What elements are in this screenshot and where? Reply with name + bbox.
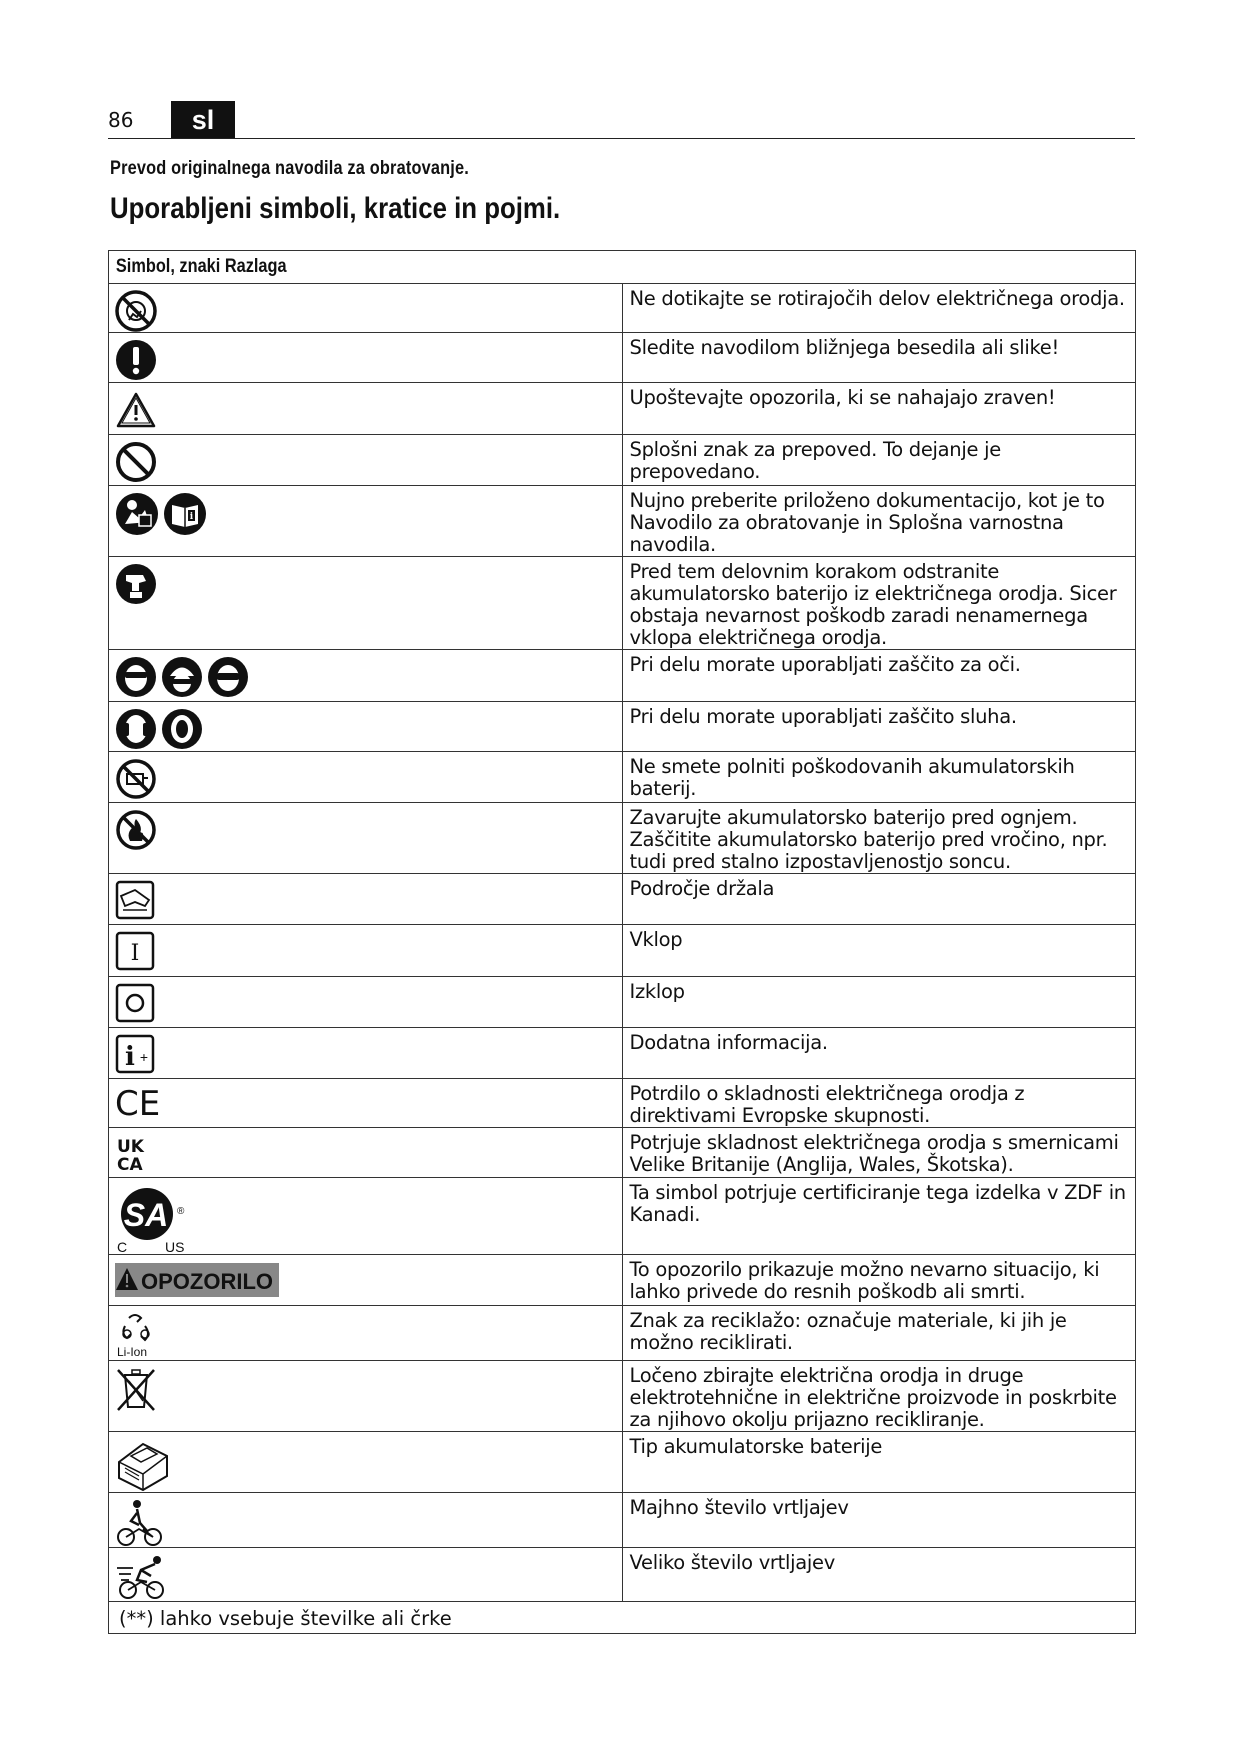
ce-glyph: CE — [115, 1085, 161, 1119]
table-header: Simbol, znaki Razlaga — [115, 256, 287, 277]
row-description: Zavarujte akumulatorsko baterijo pred ognjem. Zaščitite akumulatorsko baterijo pred vročino, npr. tudi pred stalno izpostavljenostjo soncu. — [622, 803, 1136, 874]
safety-helmet-icon — [161, 656, 203, 698]
on-glyph: I — [130, 941, 140, 966]
warning-label-icon — [115, 1263, 279, 1297]
prohibition-icon — [115, 441, 157, 483]
table-header-row — [109, 251, 1136, 284]
csa-c-label: C — [117, 1239, 128, 1254]
row-description: Ne smete polniti poškodovanih akumulatorskih baterij. — [622, 752, 1136, 803]
warning-triangle-icon — [115, 389, 157, 431]
read-manual-icon — [115, 492, 159, 536]
svg-text:®: ® — [177, 1206, 185, 1217]
row-description: Dodatna informacija. — [622, 1028, 1136, 1079]
ear-protection-icon — [115, 708, 157, 750]
row-description: Izklop — [622, 977, 1136, 1028]
row-description: Tip akumulatorske baterije — [622, 1432, 1136, 1493]
row-description: Pred tem delovnim korakom odstranite akumulatorsko baterijo iz električnega orodja. Sicer obstaja nevarnost poškodb zaradi nenamernega vklopa električnega orodja. — [622, 557, 1136, 650]
table-row — [109, 333, 1136, 383]
face-shield-icon — [115, 656, 157, 698]
additional-info-icon — [115, 1034, 155, 1074]
remove-battery-icon — [115, 563, 157, 605]
table-row — [109, 650, 1136, 702]
page-number: 86 — [108, 108, 134, 132]
weee-bin-icon — [115, 1367, 157, 1413]
table-row — [109, 486, 1136, 557]
high-speed-icon — [115, 1554, 171, 1600]
low-speed-icon — [115, 1499, 165, 1547]
table-row — [109, 925, 1136, 977]
row-description: Vklop — [622, 925, 1136, 977]
table-row — [109, 1255, 1136, 1306]
row-description: Ta simbol potrjuje certificiranje tega izdelka v ZDF in Kanadi. — [622, 1178, 1136, 1255]
grip-area-icon — [115, 880, 155, 920]
mandatory-exclamation-icon — [115, 339, 157, 381]
table-row — [109, 435, 1136, 486]
no-fire-battery-icon — [115, 809, 157, 851]
row-description: Nujno preberite priloženo dokumentacijo, kot je to Navodilo za obratovanje in Splošna varnostna navodila. — [622, 486, 1136, 557]
table-row — [109, 1079, 1136, 1128]
table-row — [109, 284, 1136, 333]
info-glyph: i — [125, 1042, 135, 1072]
table-row — [109, 1493, 1136, 1548]
table-row — [109, 752, 1136, 803]
power-on-icon — [115, 931, 155, 971]
svg-text:SA: SA — [123, 1197, 169, 1233]
table-footnote: (**) lahko vsebuje številke ali črke — [109, 1602, 1136, 1634]
table-row — [109, 1306, 1136, 1361]
row-description: To opozorilo prikazuje možno nevarno situacijo, ki lahko privede do resnih poškodb ali smrti. — [622, 1255, 1136, 1306]
page-header — [108, 98, 1135, 139]
table-row — [109, 874, 1136, 925]
row-description: Upoštevajte opozorila, ki se nahajajo zraven! — [622, 383, 1136, 435]
row-description: Splošni znak za prepoved. To dejanje je prepovedano. — [622, 435, 1136, 486]
recycling-li-ion-icon — [115, 1312, 159, 1360]
table-footer-row — [109, 1602, 1136, 1634]
info-glyph: i — [189, 512, 194, 522]
ukca-mark-icon — [115, 1134, 155, 1174]
table-row — [109, 1178, 1136, 1255]
battery-pack-icon — [115, 1438, 171, 1492]
ce-mark-icon — [115, 1085, 163, 1119]
no-charging-damaged-battery-icon — [115, 758, 157, 800]
svg-text:+: + — [139, 1049, 149, 1065]
table-row — [109, 977, 1136, 1028]
ca-glyph: CA — [117, 1155, 143, 1174]
row-description: Veliko število vrtljajev — [622, 1548, 1136, 1602]
warning-word: OPOZORILO — [141, 1269, 273, 1294]
row-description: Znak za reciklažo: označuje materiale, ki jih je možno reciklirati. — [622, 1306, 1136, 1361]
table-row — [109, 1548, 1136, 1602]
document-subtitle: Prevod originalnega navodila za obratovanje. — [110, 158, 469, 179]
li-ion-label: Li-Ion — [117, 1345, 148, 1359]
table-row — [109, 1361, 1136, 1432]
row-description: Pri delu morate uporabljati zaščito za oči. — [622, 650, 1136, 702]
uk-glyph: UK — [117, 1137, 144, 1157]
symbols-table — [108, 250, 1136, 1634]
page-title: Uporabljeni simboli, kratice in pojmi. — [110, 192, 561, 225]
safety-goggles-icon — [207, 656, 249, 698]
row-description: Potrdilo o skladnosti električnega orodja z direktivami Evropske skupnosti. — [622, 1079, 1136, 1128]
table-row — [109, 1028, 1136, 1079]
csa-mark-icon — [115, 1184, 195, 1254]
row-description: Ločeno zbirajte električna orodja in druge elektrotehnične in električne proizvode in poskrbite za njihovo okolju prijazno recikliranje. — [622, 1361, 1136, 1432]
ear-muff-icon — [161, 708, 203, 750]
row-description: Področje držala — [622, 874, 1136, 925]
table-row — [109, 702, 1136, 752]
row-description: Ne dotikajte se rotirajočih delov električnega orodja. — [622, 284, 1136, 333]
power-off-icon — [115, 983, 155, 1023]
table-row — [109, 557, 1136, 650]
table-row — [109, 1432, 1136, 1493]
table-row — [109, 1128, 1136, 1178]
info-book-icon — [163, 492, 207, 536]
row-description: Majhno število vrtljajev — [622, 1493, 1136, 1548]
language-badge: sl — [171, 101, 235, 138]
no-touch-rotating-parts-icon — [115, 290, 157, 332]
csa-us-label: US — [165, 1239, 185, 1254]
table-row — [109, 383, 1136, 435]
table-row — [109, 803, 1136, 874]
row-description: Potrjuje skladnost električnega orodja s smernicami Velike Britanije (Anglija, Wales, Škotska). — [622, 1128, 1136, 1178]
row-description: Sledite navodilom bližnjega besedila ali slike! — [622, 333, 1136, 383]
row-description: Pri delu morate uporabljati zaščito sluha. — [622, 702, 1136, 752]
